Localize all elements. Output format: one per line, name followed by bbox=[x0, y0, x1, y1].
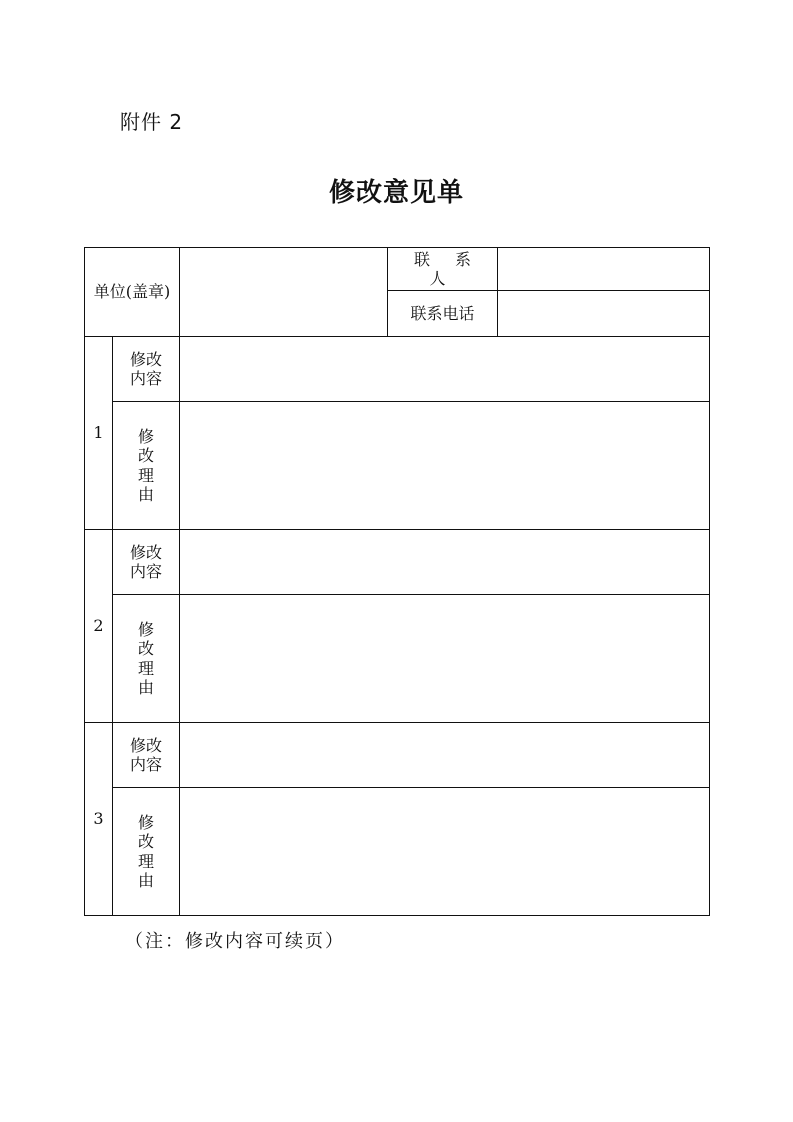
reason-char-4: 由 bbox=[137, 484, 154, 504]
reason-char-2: 改 bbox=[137, 446, 154, 466]
document-title: 修改意见单 bbox=[328, 178, 464, 208]
contact-phone-label: 联系电话 bbox=[410, 303, 475, 323]
content-label-3 bbox=[113, 723, 180, 788]
reason-char-2: 改 bbox=[137, 832, 154, 852]
reason-char-1: 修 bbox=[137, 427, 154, 447]
content-label-line2: 内容 bbox=[129, 369, 162, 388]
footer-note: （注：修改内容可续页） bbox=[125, 931, 345, 952]
reason-char-3: 理 bbox=[137, 658, 154, 678]
reason-label-2 bbox=[113, 595, 180, 723]
attachment-label: 附件 2 bbox=[120, 110, 184, 134]
content-field-3[interactable] bbox=[180, 723, 710, 788]
content-label-line1: 修改 bbox=[129, 349, 162, 369]
reason-char-3: 理 bbox=[137, 465, 154, 485]
unit-label: 单位(盖章) bbox=[93, 282, 171, 302]
item-number-1: 1 bbox=[85, 337, 113, 530]
reason-char-1: 修 bbox=[137, 620, 154, 640]
content-label-line2: 内容 bbox=[129, 562, 162, 581]
contact-person-label-cell bbox=[388, 248, 498, 291]
unit-value-cell[interactable] bbox=[180, 248, 388, 337]
reason-label-3 bbox=[113, 788, 180, 916]
contact-person-label: 联 系 人 bbox=[413, 249, 482, 288]
reason-char-1: 修 bbox=[137, 813, 154, 833]
content-label-line1: 修改 bbox=[129, 735, 162, 755]
contact-person-value-cell[interactable] bbox=[498, 248, 710, 291]
content-label-1 bbox=[113, 337, 180, 402]
revision-form-table bbox=[84, 247, 710, 916]
reason-field-1[interactable] bbox=[180, 402, 710, 530]
contact-phone-label-cell bbox=[388, 291, 498, 337]
reason-field-3[interactable] bbox=[180, 788, 710, 916]
contact-phone-value-cell[interactable] bbox=[498, 291, 710, 337]
content-label-line1: 修改 bbox=[129, 542, 162, 562]
content-label-line2: 内容 bbox=[129, 755, 162, 774]
content-field-2[interactable] bbox=[180, 530, 710, 595]
unit-label-cell bbox=[85, 248, 180, 337]
content-label-2 bbox=[113, 530, 180, 595]
reason-field-2[interactable] bbox=[180, 595, 710, 723]
reason-char-4: 由 bbox=[137, 677, 154, 697]
reason-char-4: 由 bbox=[137, 870, 154, 890]
item-number-2: 2 bbox=[85, 530, 113, 723]
reason-char-3: 理 bbox=[137, 851, 154, 871]
content-field-1[interactable] bbox=[180, 337, 710, 402]
reason-label-1 bbox=[113, 402, 180, 530]
reason-char-2: 改 bbox=[137, 639, 154, 659]
item-number-3: 3 bbox=[85, 723, 113, 916]
